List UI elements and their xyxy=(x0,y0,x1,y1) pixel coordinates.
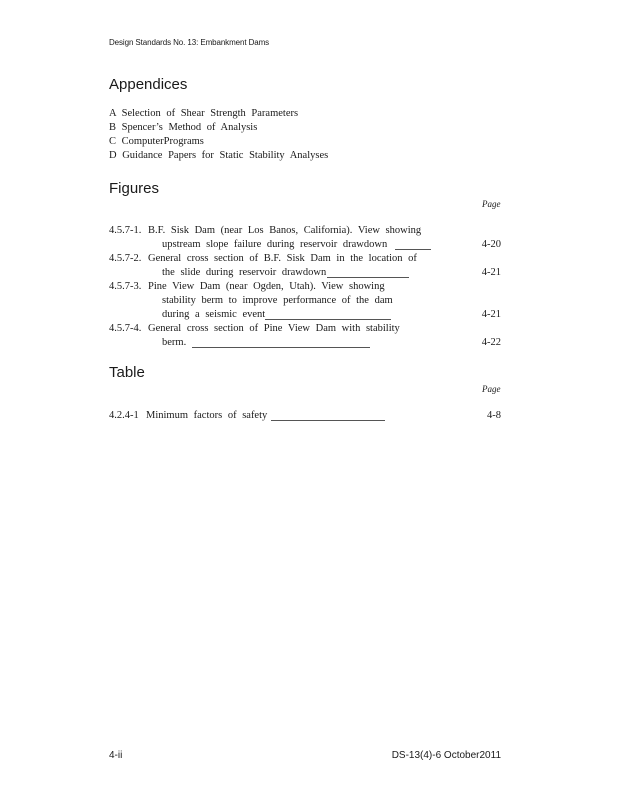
figure-number: 4.5.7-2. xyxy=(109,253,142,264)
figures-page-label: Page xyxy=(482,199,501,209)
table-caption-line: Minimum factors of safety xyxy=(146,410,268,421)
figure-page-number: 4-22 xyxy=(481,337,501,348)
dot-leader xyxy=(192,347,370,348)
figure-entry-4-5-7-2 xyxy=(109,253,501,283)
appendix-item-c: C ComputerPrograms xyxy=(109,136,204,147)
footer-document-id: DS-13(4)-6 October2011 xyxy=(391,750,501,761)
dot-leader xyxy=(395,249,431,250)
table-heading: Table xyxy=(109,364,145,381)
figure-caption-line: berm. xyxy=(162,337,187,348)
figure-caption-line: General cross section of Pine View Dam with stability xyxy=(148,323,400,334)
figure-caption-line: General cross section of B.F. Sisk Dam in the location of xyxy=(148,253,417,264)
figure-caption-line: upstream slope failure during reservoir drawdown xyxy=(162,239,388,250)
figure-number: 4.5.7-1. xyxy=(109,225,142,236)
figure-page-number: 4-21 xyxy=(481,267,501,278)
figure-entry-4-5-7-4 xyxy=(109,323,501,353)
figure-page-number: 4-21 xyxy=(481,309,501,320)
figures-heading: Figures xyxy=(109,180,160,197)
figure-number: 4.5.7-3. xyxy=(109,281,142,292)
appendix-item-a: A Selection of Shear Strength Parameters xyxy=(109,108,299,119)
figure-caption-line: B.F. Sisk Dam (near Los Banos, California). View showing xyxy=(148,225,422,236)
dot-leader xyxy=(265,319,391,320)
table-entry-4-2-4-1 xyxy=(109,410,501,426)
footer-page-number: 4-ii xyxy=(109,750,123,761)
table-number: 4.2.4-1 xyxy=(109,410,139,421)
figure-caption-line: stability berm to improve performance of the dam xyxy=(162,295,393,306)
figure-entry-4-5-7-1 xyxy=(109,225,501,255)
figure-number: 4.5.7-4. xyxy=(109,323,142,334)
figure-caption-line: Pine View Dam (near Ogden, Utah). View showing xyxy=(148,281,385,292)
table-page-number: 4-8 xyxy=(487,410,501,421)
table-page-label: Page xyxy=(482,384,501,394)
figure-entry-4-5-7-3 xyxy=(109,281,501,325)
appendix-item-d: D Guidance Papers for Static Stability Analyses xyxy=(109,150,329,161)
appendices-heading: Appendices xyxy=(109,76,188,93)
figure-caption-line: during a seismic event xyxy=(162,309,266,320)
figure-page-number: 4-20 xyxy=(481,239,501,250)
dot-leader xyxy=(271,420,385,421)
dot-leader xyxy=(327,277,409,278)
running-header: Design Standards No. 13: Embankment Dams xyxy=(109,38,270,47)
appendix-item-b: B Spencer’s Method of Analysis xyxy=(109,122,258,133)
figure-caption-line: the slide during reservoir drawdown xyxy=(162,267,327,278)
